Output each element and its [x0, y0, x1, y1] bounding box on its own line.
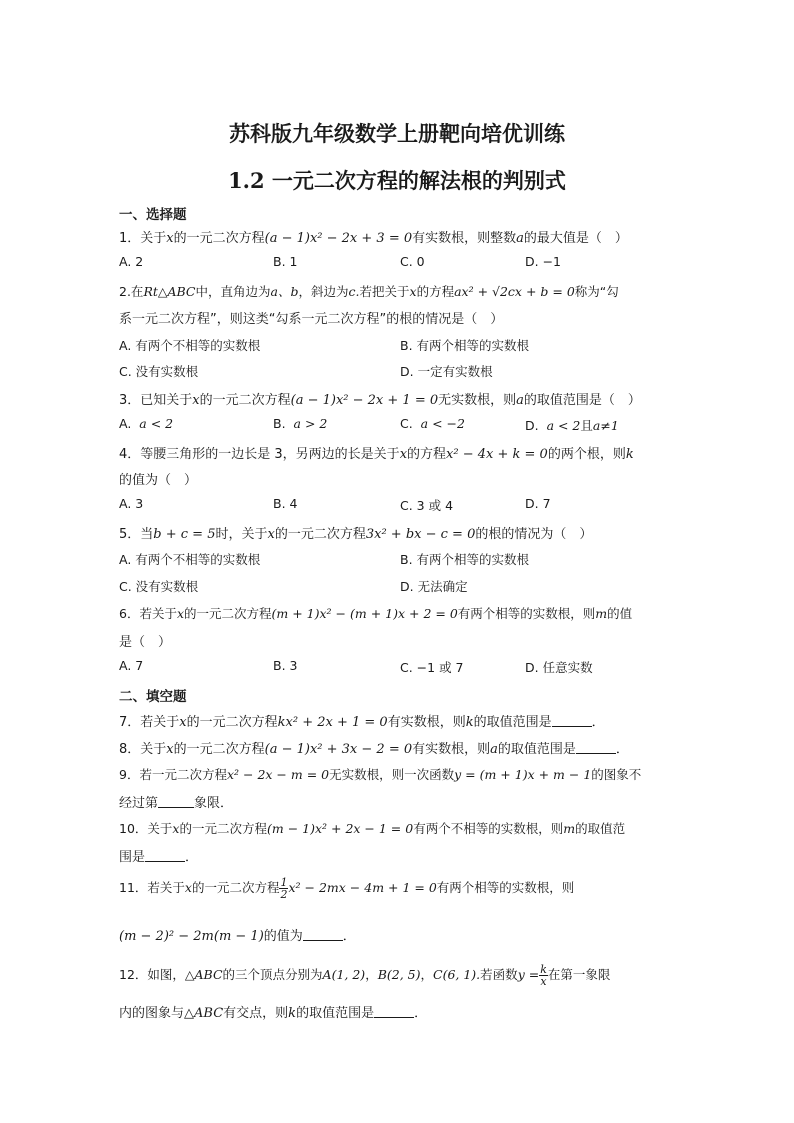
q3-option-b: B. a > 2 [273, 416, 328, 431]
q6-option-c: C. −1 或 7 [400, 660, 464, 675]
q6-option-b: B. 3 [273, 658, 298, 673]
q4-option-c: C. 3 或 4 [400, 498, 454, 513]
answer-blank[interactable] [576, 741, 616, 754]
document-title: 苏科版九年级数学上册靶向培优训练 [229, 121, 565, 146]
q5-option-c: C. 没有实数根 [119, 579, 199, 594]
question-12: 12．如图，△ABC的三个顶点分别为A(1, 2)，B(2, 5)，C(6, 1).若函数y = $\frac{k}{x}$ 在第一象限 [119, 963, 611, 988]
q1-option-a: A. 2 [119, 254, 144, 269]
fraction-k-over-x: $\frac{k}{x}$ [540, 963, 547, 988]
question-9: 9．若一元二次方程x² − 2x − m = 0无实数根，则一次函数y = (m + 1)x + m − 1的图象不 [119, 767, 642, 782]
question-8: 8．关于x的一元二次方程(a − 1)x² + 3x − 2 = 0有实数根，则a的取值范围是 ． [119, 742, 629, 757]
question-6: 6．若关于x的一元二次方程(m + 1)x² − (m + 1)x + 2 = 0有两个相等的实数根，则m的值 [119, 606, 633, 621]
q1-option-c: C. 0 [400, 254, 425, 269]
q1-option-b: B. 1 [273, 254, 298, 269]
q5-option-a: A. 有两个不相等的实数根 [119, 552, 261, 567]
document-subtitle: 1.2 一元二次方程的解法根的判别式 [228, 168, 566, 193]
question-11-line-2: (m − 2)² − 2m(m − 1)的值为 ． [119, 929, 356, 944]
answer-blank[interactable] [374, 1005, 414, 1018]
answer-blank[interactable] [158, 795, 194, 808]
q3-option-d: D. a < 2且a≠1 [525, 418, 619, 433]
q6-option-d: D. 任意实数 [525, 660, 593, 675]
question-2-line-2: 系一元二次方程”，则这类“勾系一元二次方程”的根的情况是（ ） [119, 312, 504, 327]
question-12-line-2: 内的图象与△ABC有交点，则k的取值范围是 ． [119, 1006, 428, 1021]
answer-blank[interactable] [552, 714, 592, 727]
q4-option-b: B. 4 [273, 496, 298, 511]
q4-option-a: A. 3 [119, 496, 144, 511]
question-5: 5．当b + c = 5时，关于x的一元二次方程3x² + bx − c = 0的根的情况为（ ） [119, 527, 593, 542]
question-6-line-2: 是（ ） [119, 635, 172, 650]
q6-option-a: A. 7 [119, 658, 144, 673]
q2-option-a: A. 有两个不相等的实数根 [119, 338, 261, 353]
question-3: 3．已知关于x的一元二次方程(a − 1)x² − 2x + 1 = 0无实数根，则a的取值范围是（ ） [119, 393, 641, 408]
answer-blank[interactable] [303, 928, 343, 941]
question-10: 10．关于x的一元二次方程(m − 1)x² + 2x − 1 = 0有两个不相等的实数根，则m的取值范 [119, 821, 626, 836]
question-7: 7．若关于x的一元二次方程kx² + 2x + 1 = 0有实数根，则k的取值范围是 ． [119, 715, 605, 730]
q3-option-c: C. a < −2 [400, 416, 465, 431]
fraction-one-half: $\frac{1}{2}$ [280, 876, 288, 901]
q2-option-b: B. 有两个相等的实数根 [400, 338, 530, 353]
section-heading-choice: 一、选择题 [119, 207, 187, 223]
question-4: 4．等腰三角形的一边长是 3，另两边的长是关于x的方程x² − 4x + k = 0的两个根，则k [119, 447, 634, 462]
question-4-line-2: 的值为（ ） [119, 473, 198, 488]
answer-blank[interactable] [145, 849, 185, 862]
q4-option-d: D. 7 [525, 496, 551, 511]
question-10-line-2: 围是 ． [119, 850, 199, 865]
q1-option-d: D. −1 [525, 254, 561, 269]
q2-option-d: D. 一定有实数根 [400, 364, 493, 379]
question-11: 11．若关于x的一元二次方程 $\frac{1}{2}$ x² − 2mx − 4m + 1 = 0有两个相等的实数根，则 [119, 876, 575, 901]
section-heading-fill: 二、填空题 [119, 689, 187, 705]
q5-option-d: D. 无法确定 [400, 579, 468, 594]
q5-option-b: B. 有两个相等的实数根 [400, 552, 530, 567]
question-9-line-2: 经过第 象限． [119, 796, 234, 811]
q3-option-a: A. a < 2 [119, 416, 174, 431]
q2-option-c: C. 没有实数根 [119, 364, 199, 379]
question-1: 1．关于x的一元二次方程(a − 1)x² − 2x + 3 = 0有实数根，则整数a的最大值是（ ） [119, 231, 628, 246]
question-2: 2.在Rt△ABC中，直角边为a、b，斜边为c.若把关于x的方程ax² + √2cx + b = 0称为“勾 [119, 284, 619, 299]
